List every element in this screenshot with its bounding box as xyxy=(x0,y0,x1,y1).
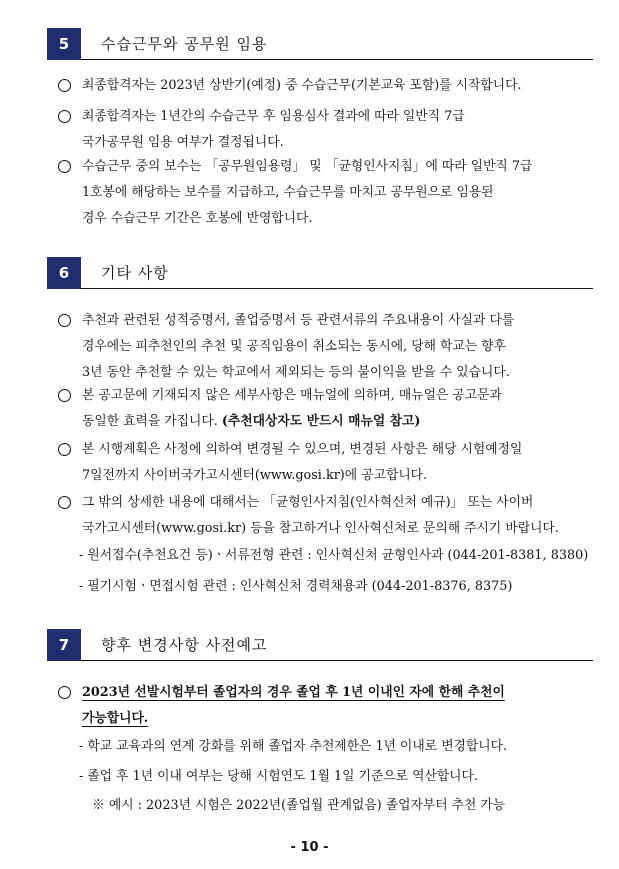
emphasis-note: (추천대상자도 반드시 매뉴얼 참고) xyxy=(221,414,421,429)
circle-bullet-icon xyxy=(58,496,71,509)
item-line: 7일전까지 사이버국가고시센터(www.gosi.kr)에 공고합니다. xyxy=(82,468,428,483)
item-line: 2023년 선발시험부터 졸업자의 경우 졸업 후 1년 이내인 자에 한해 추천이 xyxy=(82,685,505,700)
section-6-header xyxy=(47,257,593,289)
item-line: 그 밖의 상세한 내용에 대해서는 「균형인사지침(인사혁신처 예규)」 또는 사이버 xyxy=(82,495,534,510)
section-divider xyxy=(81,660,593,661)
contact-line: - 필기시험ㆍ면접시험 관련 : 인사혁신처 경력채용과 (044-201-8376, 8375) xyxy=(79,579,513,594)
item-line: 추천과 관련된 성적증명서, 졸업증명서 등 관련서류의 주요내용이 사실과 다를 xyxy=(82,313,515,328)
item-line: 경우에는 피추천인의 추천 및 공직임용이 취소되는 동시에, 당해 학교는 향후 xyxy=(82,339,506,354)
page-number: - 10 - xyxy=(290,840,329,855)
section-number-badge: 7 xyxy=(47,629,81,661)
list-item xyxy=(58,154,598,232)
item-line: 수습근무 중의 보수는 「공무원임용령」 및 「균형인사지침」에 따라 일반직 7급 xyxy=(82,159,533,174)
sub-item: - 졸업 후 1년 이내 여부는 당해 시험연도 1월 1일 기준으로 역산합니다. xyxy=(79,769,478,784)
section-divider xyxy=(81,59,593,60)
section-7-header xyxy=(47,629,593,661)
item-line-with-emphasis xyxy=(82,409,598,435)
item-line: 3년 동안 추천할 수 있는 학교에서 제외되는 등의 불이익을 받을 수 있습니다. xyxy=(82,365,510,380)
item-line-text: 동일한 효력을 가집니다. xyxy=(82,414,218,429)
item-line: 본 공고문에 기재되지 않은 세부사항은 매뉴얼에 의하며, 매뉴얼은 공고문과 xyxy=(82,388,502,403)
item-line: 1호봉에 해당하는 보수를 지급하고, 수습근무를 마치고 공무원으로 임용된 xyxy=(82,185,494,200)
circle-bullet-icon xyxy=(58,443,71,456)
list-item xyxy=(58,490,598,542)
circle-bullet-icon xyxy=(58,79,71,92)
list-item xyxy=(58,383,598,435)
circle-bullet-icon xyxy=(58,110,71,123)
list-item xyxy=(58,437,598,489)
item-line: 본 시행계획은 사정에 의하여 변경될 수 있으며, 변경된 사항은 해당 시험예정일 xyxy=(82,442,523,457)
item-line: 국가공무원 임용 여부가 결정됩니다. xyxy=(82,135,284,150)
circle-bullet-icon xyxy=(58,389,71,402)
section-number-badge: 5 xyxy=(47,28,81,60)
item-line: 최종합격자는 1년간의 수습근무 후 임용심사 결과에 따라 일반직 7급 xyxy=(82,109,465,124)
section-5-header xyxy=(47,28,593,60)
section-title: 기타 사항 xyxy=(101,264,169,282)
list-item-emphasis xyxy=(58,680,598,732)
item-line: 경우 수습근무 기간은 호봉에 반영합니다. xyxy=(82,211,313,226)
circle-bullet-icon xyxy=(58,314,71,327)
list-item xyxy=(58,308,598,386)
section-number-badge: 6 xyxy=(47,257,81,289)
section-title: 수습근무와 공무원 임용 xyxy=(101,35,268,53)
item-line: 최종합격자는 2023년 상반기(예정) 중 수습근무(기본교육 포함)를 시작합니다. xyxy=(82,78,522,93)
sub-item: - 학교 교육과의 연계 강화를 위해 졸업자 추천제한은 1년 이내로 변경합니다. xyxy=(79,739,508,754)
list-item xyxy=(58,73,598,99)
item-line: 가능합니다. xyxy=(82,711,149,726)
example-note: ※ 예시 : 2023년 시험은 2022년(졸업월 관계없음) 졸업자부터 추천 가능 xyxy=(92,798,506,813)
list-item xyxy=(58,104,598,156)
contact-line: - 원서접수(추천요건 등)ㆍ서류전형 관련 : 인사혁신처 균형인사과 (044-201-8381, 8380) xyxy=(79,548,589,563)
circle-bullet-icon xyxy=(58,686,71,699)
section-divider xyxy=(81,288,593,289)
item-line: 국가고시센터(www.gosi.kr) 등을 참고하거나 인사혁신처로 문의해 주시기 바랍니다. xyxy=(82,521,559,536)
section-title: 향후 변경사항 사전예고 xyxy=(101,636,268,654)
circle-bullet-icon xyxy=(58,160,71,173)
